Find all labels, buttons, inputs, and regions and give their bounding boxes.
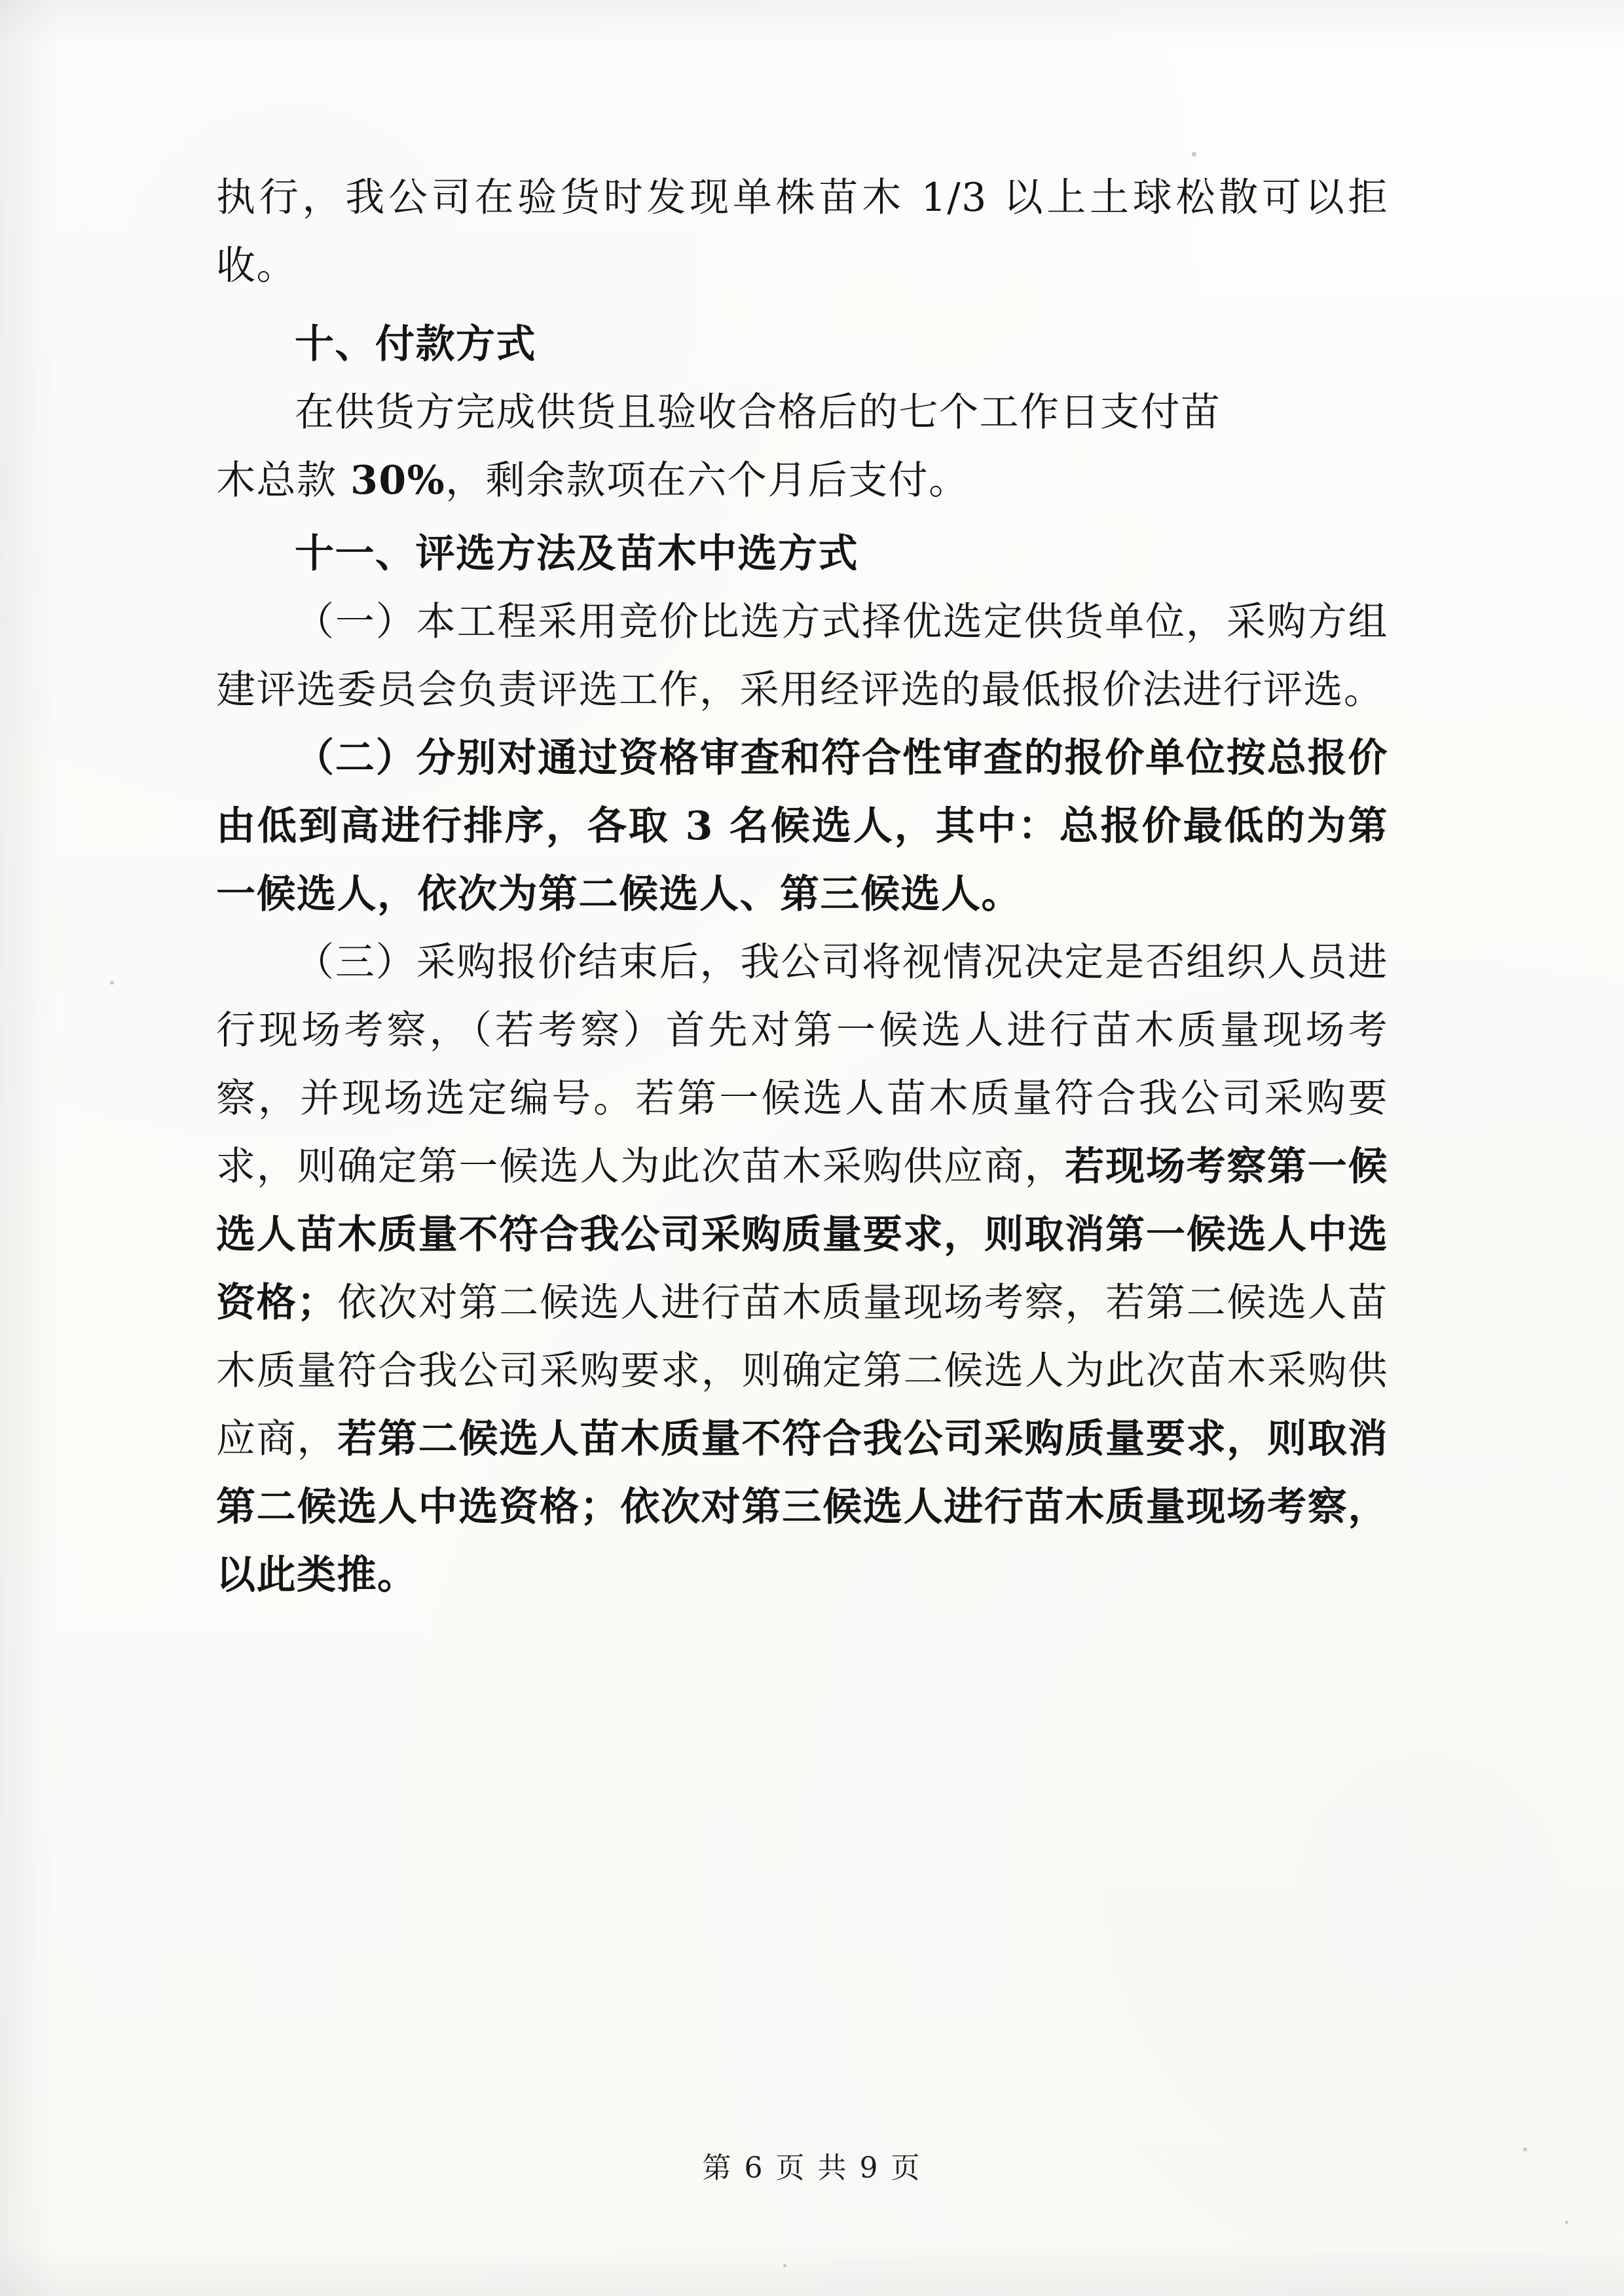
page-edge-shadow-top: [0, 0, 1624, 46]
run-normal-1: （三）采购报价结束后，我公司将视情况决定是否组织人员进行现场考察，（若考察）首先对第一候选人进行苗木质量现场考察，并现场选定编号。若第一候选人苗木质量符合我公司采购要求，则确定第一候选人为此次苗木采购供应商，: [216, 939, 1388, 1190]
run-bold-2: 若第二候选人苗木质量不符合我公司采购质量要求，则取消第二候选人中选资格；: [216, 1416, 1389, 1530]
run-bold-1: 若现场考察第一候选人苗木质量不符合我公司采购质量要求，则取消第一候选人中选资格；: [216, 1144, 1388, 1326]
heading-payment-method: 十、付款方式: [295, 321, 536, 367]
paragraph-selection-2: （二）分别对通过资格审查和符合性审查的报价单位按总报价由低到高进行排序，各取 3 名候选人，其中：总报价最低的为第一候选人，依次为第二候选人、第三候选人。: [216, 735, 1388, 917]
document-body: [216, 164, 1388, 1609]
scan-speck: [110, 981, 114, 985]
payment-text-lead: 在供货方完成供货且验收合格后的七个工作日支付苗: [295, 390, 1221, 435]
payment-percentage: 30%: [350, 458, 446, 503]
paragraph-selection-1: （一）本工程采用竞价比选方式择优选定供货单位，采购方组建评选委员会负责评选工作，采用经评选的最低报价法进行评选。: [216, 599, 1388, 713]
page-edge-shadow-left: [0, 0, 59, 2296]
paragraph-selection-3: [216, 928, 1388, 1609]
scan-speck: [783, 2264, 786, 2267]
paragraph-payment-terms: [216, 378, 1388, 515]
scan-speck: [1192, 152, 1196, 156]
run-normal-3: 依次对第三候选人进行苗木质量现场考察，以此类推。: [216, 1484, 1389, 1598]
heading-selection-method: 十一、评选方法及苗木中选方式: [295, 531, 858, 577]
paragraph-inspection-continued: 执行，我公司在验货时发现单株苗木 1/3 以上土球松散可以拒收。: [216, 175, 1388, 289]
page-footer: 第 6 页 共 9 页: [702, 2151, 922, 2185]
spacer: [216, 515, 1388, 520]
scan-speck: [1565, 2221, 1568, 2224]
page-edge-shadow-bottom: [0, 2244, 1624, 2296]
spacer: [216, 300, 1388, 310]
run-normal-2: 依次对第二候选人进行苗木质量现场考察，若第二候选人苗木质量符合我公司采购要求，则确定第二候选人为此次苗木采购供应商，: [216, 1280, 1389, 1462]
payment-text-tail: 木总款 30%，剩余款项在六个月后支付。: [216, 458, 969, 503]
